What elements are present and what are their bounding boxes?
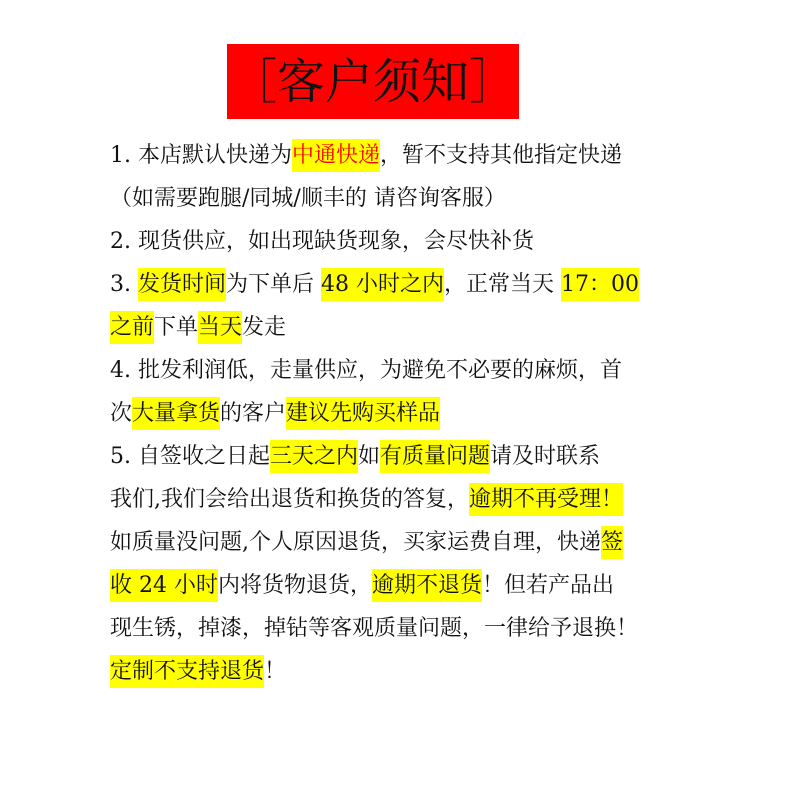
notice-text: 内将货物退货， bbox=[217, 573, 372, 598]
notice-line bbox=[110, 564, 700, 607]
notice-text: （如需要跑腿/同城/顺丰的 请咨询客服） bbox=[110, 186, 506, 211]
notice-text: 请及时联系 bbox=[490, 444, 601, 469]
notice-text: 我们,我们会给出退货和换货的答复， bbox=[110, 487, 469, 512]
highlighted-text: 逾期不再受理！ bbox=[469, 483, 623, 516]
highlighted-text: 逾期不退货 bbox=[372, 569, 482, 602]
highlighted-text: 有质量问题 bbox=[380, 440, 490, 473]
highlighted-text: 三天之内 bbox=[270, 440, 358, 473]
notice-text: 4. 批发利润低，走量供应，为避免不必要的麻烦，首 bbox=[110, 358, 622, 383]
highlighted-text: 定制不支持退货 bbox=[110, 655, 264, 688]
notice-text: 的客户 bbox=[220, 401, 287, 426]
highlighted-text: 当天 bbox=[198, 311, 242, 344]
highlighted-text: 建议先购买样品 bbox=[286, 397, 440, 430]
title-banner bbox=[227, 44, 519, 119]
notice-text: 为下单后 bbox=[226, 272, 321, 297]
highlighted-text: 17：00 bbox=[561, 268, 639, 301]
highlighted-text: 收 24 小时 bbox=[110, 569, 218, 602]
notice-line bbox=[110, 392, 700, 435]
highlighted-text: 签 bbox=[601, 526, 623, 559]
notice-text: ！但若产品出 bbox=[482, 573, 615, 598]
notice-text: ，正常当天 bbox=[444, 272, 561, 297]
notice-title: ［客户须知］ bbox=[228, 53, 517, 110]
highlighted-text: 大量拿货 bbox=[132, 397, 220, 430]
notice-text: 5. 自签收之日起 bbox=[110, 444, 270, 469]
highlighted-text: 48 小时之内 bbox=[321, 268, 444, 301]
notice-line bbox=[110, 134, 700, 177]
notice-text: 下单 bbox=[154, 315, 199, 340]
notice-text: 发走 bbox=[242, 315, 287, 340]
notice-text: ，暂不支持其他指定快递 bbox=[380, 143, 623, 168]
notice-line bbox=[110, 435, 700, 478]
notice-line bbox=[110, 650, 700, 693]
notice-text: 次 bbox=[110, 401, 133, 426]
notice-text: ！ bbox=[264, 659, 287, 684]
notice-line bbox=[110, 177, 700, 220]
notice-line bbox=[110, 263, 700, 306]
notice-text: 如 bbox=[358, 444, 381, 469]
notice-text: 1. 本店默认快递为 bbox=[110, 143, 292, 168]
notice-body bbox=[110, 134, 700, 693]
highlighted-text: 之前 bbox=[110, 311, 154, 344]
notice-text: 如质量没问题,个人原因退货，买家运费自理，快递 bbox=[110, 530, 601, 555]
notice-line bbox=[110, 607, 700, 650]
notice-line bbox=[110, 349, 700, 392]
notice-line bbox=[110, 306, 700, 349]
notice-line bbox=[110, 478, 700, 521]
notice-text: 2. 现货供应，如出现缺货现象，会尽快补货 bbox=[110, 229, 534, 254]
notice-line bbox=[110, 521, 700, 564]
notice-text: 3. bbox=[110, 272, 138, 297]
notice-line bbox=[110, 220, 700, 263]
highlighted-text: 中通快递 bbox=[292, 139, 380, 172]
highlighted-text: 发货时间 bbox=[138, 268, 226, 301]
notice-text: 现生锈，掉漆，掉钻等客观质量问题，一律给予退换！ bbox=[110, 616, 639, 641]
